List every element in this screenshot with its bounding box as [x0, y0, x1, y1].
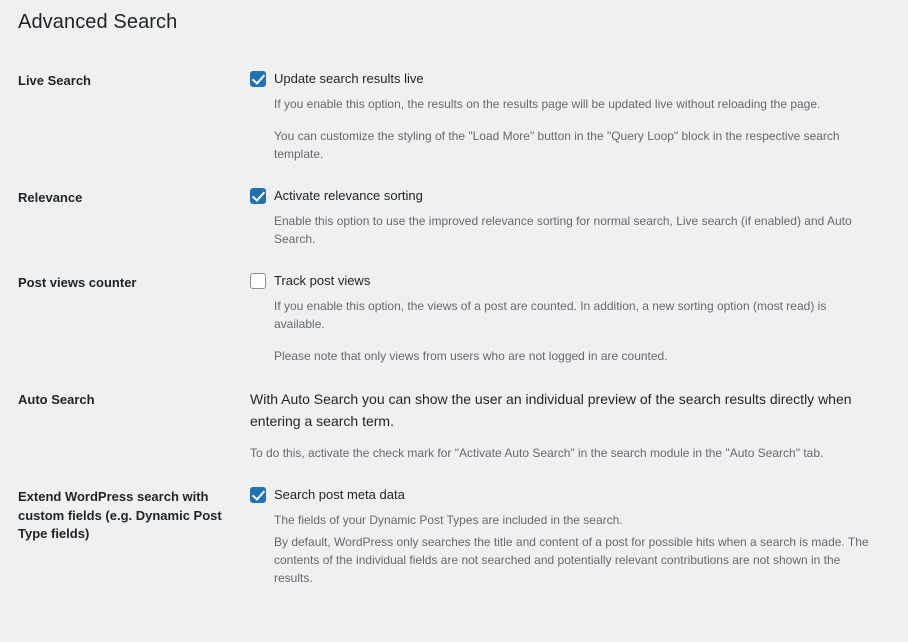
search-post-meta-checkbox-row[interactable]	[250, 486, 880, 503]
row-label-extend-wordpress-search: Extend WordPress search with custom fields (e.g. Dynamic Post Type fields)	[18, 489, 222, 541]
row-content-extend-wordpress-search	[250, 474, 890, 599]
activate-relevance-sorting-label: Activate relevance sorting	[274, 188, 423, 203]
post-views-checkbox-row[interactable]	[250, 272, 880, 289]
update-search-results-live-checkbox[interactable]	[250, 71, 266, 87]
track-post-views-checkbox[interactable]	[250, 273, 266, 289]
settings-row-extend-wordpress-search	[18, 474, 890, 599]
settings-row-live-search	[18, 58, 890, 175]
page-title: Advanced Search	[18, 11, 178, 33]
live-search-description-1: If you enable this option, the results on the results page will be updated live without reloading the page.	[274, 97, 821, 111]
row-content-live-search	[250, 58, 890, 175]
settings-row-auto-search	[18, 377, 890, 474]
search-post-meta-data-checkbox[interactable]	[250, 487, 266, 503]
extend-search-description-1: The fields of your Dynamic Post Types are included in the search.	[274, 513, 623, 528]
post-views-description-2: Please note that only views from users who are not logged in are counted.	[274, 349, 668, 363]
row-label-relevance: Relevance	[18, 190, 83, 205]
row-label-auto-search: Auto Search	[18, 392, 95, 407]
row-content-relevance	[250, 175, 890, 260]
live-search-description-2: You can customize the styling of the "Load More" button in the "Query Loop" block in the respective search template.	[274, 129, 840, 161]
live-search-checkbox-row[interactable]	[250, 70, 880, 87]
row-label-live-search: Live Search	[18, 73, 91, 88]
update-search-results-live-label: Update search results live	[274, 71, 424, 86]
settings-row-relevance	[18, 175, 890, 260]
advanced-search-settings-page	[0, 8, 908, 642]
activate-relevance-sorting-checkbox[interactable]	[250, 188, 266, 204]
settings-table	[18, 58, 890, 599]
row-label-post-views-counter: Post views counter	[18, 275, 137, 290]
auto-search-description-1: To do this, activate the check mark for "Activate Auto Search" in the search module in the "Auto Search" tab.	[250, 446, 824, 461]
auto-search-paragraph: With Auto Search you can show the user an individual preview of the search results directly when entering a search term.	[250, 391, 852, 429]
relevance-checkbox-row[interactable]	[250, 187, 880, 204]
extend-search-description-2: By default, WordPress only searches the title and content of a post for possible hits when a search is made. The contents of the individual fields are not searched and potentially relevant contributions are not shown in the results.	[274, 535, 869, 586]
row-content-post-views-counter	[250, 260, 890, 377]
track-post-views-label: Track post views	[274, 273, 371, 288]
post-views-description-1: If you enable this option, the views of a post are counted. In addition, a new sorting option (most read) is available.	[274, 299, 827, 331]
search-post-meta-data-label: Search post meta data	[274, 487, 405, 503]
row-content-auto-search	[250, 377, 890, 474]
relevance-description-1: Enable this option to use the improved relevance sorting for normal search, Live search (if enabled) and Auto Search.	[274, 214, 852, 246]
settings-row-post-views-counter	[18, 260, 890, 377]
